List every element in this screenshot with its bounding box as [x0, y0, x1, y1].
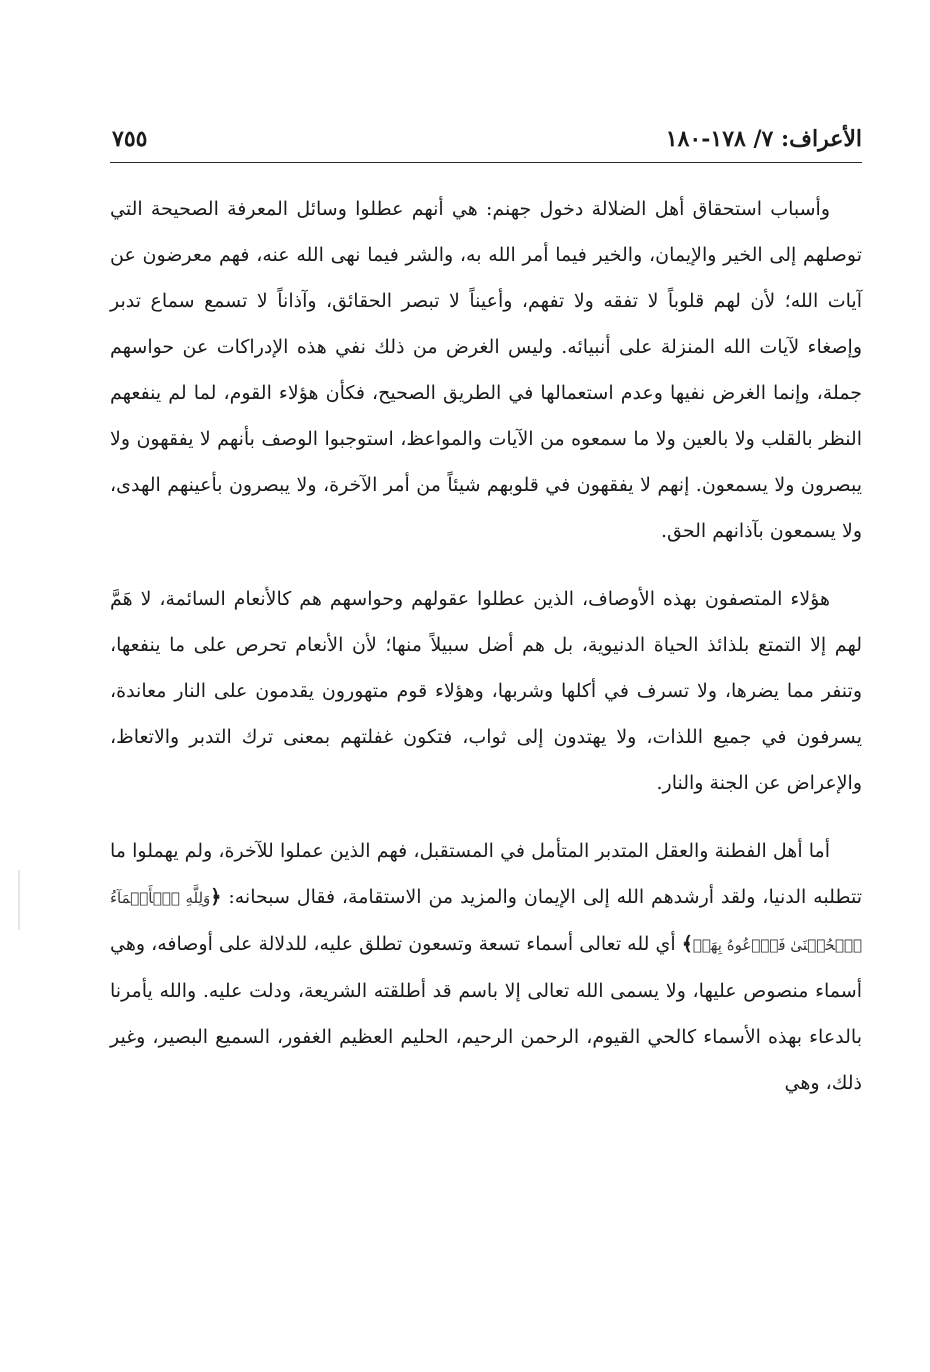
paragraph-1: وأسباب استحقاق أهل الضلالة دخول جهنم: هي أنهم عطلوا وسائل المعرفة الصحيحة التي توصلهم إلى الخير والإيمان، والخير فيما أمر الله به، والشر فيما نهى الله عنه، فهم معرضون عن آيات الله؛ لأن لهم قلوباً لا تفقه ولا تفهم، وأعيناً لا تبصر الحقائق، وآذاناً لا تسمع سماع تدبر وإصغاء لآيات الله المنزلة على أنبيائه. وليس الغرض من ذلك نفي هذه الإدراكات عن حواسهم جملة، وإنما الغرض نفيها وعدم استعمالها في الطريق الصحيح، فكأن هؤلاء القوم، لما لم ينفعهم النظر بالقلب ولا بالعين ولا ما سمعوه من الآيات والمواعظ، استوجبوا الوصف بأنهم لا يفقهون ولا يبصرون ولا يسمعون. إنهم لا يفقهون في قلوبهم شيئاً من أمر الآخرة، ولا يبصرون بأعينهم الهدى، ولا يسمعون بآذانهم الحق. [110, 198, 862, 542]
header-divider [110, 162, 862, 163]
quran-close-bracket: ﴾ [681, 933, 693, 955]
page-body [110, 186, 862, 1106]
quran-open-bracket: ﴿ [210, 886, 222, 908]
surah-verse-reference: الأعراف: ٧/ ١٧٨-١٨٠ [665, 126, 862, 152]
paragraph-2: هؤلاء المتصفون بهذه الأوصاف، الذين عطلوا عقولهم وحواسهم هم كالأنعام السائمة، لا هَمَّ لهم إلا التمتع بلذائذ الحياة الدنيوية، بل هم أضل سبيلاً منها؛ لأن الأنعام تحرص على ما ينفعها، وتنفر مما يضرها، ولا تسرف في أكلها وشربها، وهؤلاء قوم متهورون يقدمون على النار معاندة، يسرفون في جميع اللذات، ولا يهتدون إلى ثواب، فتكون غفلتهم بمعنى ترك التدبر والاتعاظ، والإعراض عن الجنة والنار. [110, 588, 862, 794]
paragraph-3-rest: أي لله تعالى أسماء تسعة وتسعون تطلق عليه، للدلالة على أوصافه، وهي أسماء منصوص عليها، ولا يسمى الله تعالى إلا باسم قد أطلقته الشريعة، ودلت عليه. والله يأمرنا بالدعاء بهذه الأسماء كالحي القيوم، الرحمن الرحيم، الحليم العظيم الغفور، السميع البصير، وغير ذلك، وهي [110, 933, 862, 1094]
page-header [112, 118, 862, 162]
paragraph-spacer [110, 806, 862, 828]
paragraph-spacer [110, 554, 862, 576]
scan-margin-mark [18, 870, 20, 930]
paragraph-3 [110, 828, 862, 1106]
quran-verse: وَلِلَّهِ ٱلۡأَسۡمَآءُ ٱلۡحُسۡنَىٰ فَٱدۡعُوهُ بِهَاۖ [110, 889, 863, 954]
paragraph-3-lead: أما أهل الفطنة والعقل المتدبر المتأمل في المستقبل، فهم الذين عملوا للآخرة، ولم يهملوا ما تتطلبه الدنيا، ولقد أرشدهم الله إلى الإيمان والمزيد من الاستقامة، فقال سبحانه: [110, 840, 862, 908]
page-number: ٧٥٥ [112, 126, 148, 152]
